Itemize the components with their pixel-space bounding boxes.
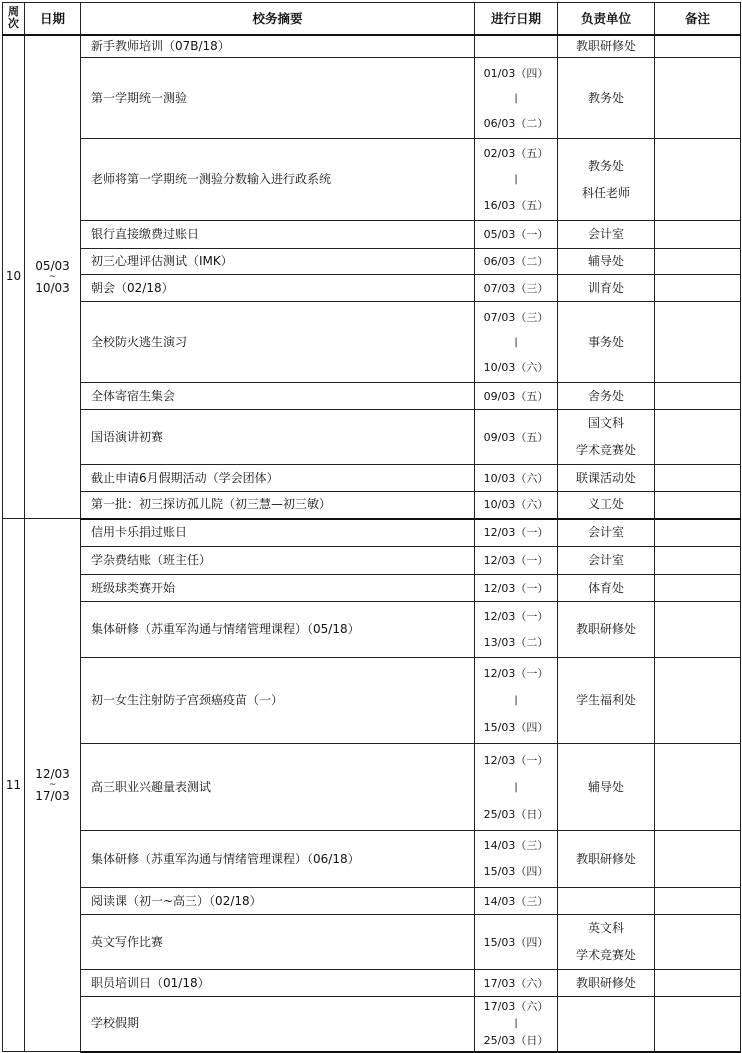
item-summary: 初一女生注射防子宫颈癌疫苗（一） — [81, 658, 475, 744]
item-note — [655, 915, 741, 970]
table-row — [3, 602, 741, 658]
run-date-line: 12/03（一） — [483, 753, 549, 767]
dept-line: 舍务处 — [587, 388, 624, 403]
item-run-date — [475, 744, 558, 831]
date-range-part: 10/03 — [35, 280, 70, 295]
item-note — [655, 492, 741, 519]
run-date-line: 14/03（三） — [483, 839, 549, 852]
item-summary: 国语演讲初赛 — [81, 410, 475, 465]
item-dept — [558, 383, 655, 410]
table-row — [3, 575, 741, 602]
item-note — [655, 970, 741, 997]
header-week: 周次 — [3, 3, 25, 35]
run-date-line: 01/03（四） — [483, 66, 549, 80]
item-dept — [558, 915, 655, 970]
item-note — [655, 302, 741, 383]
table-row — [3, 744, 741, 831]
table-row — [3, 383, 741, 410]
item-note — [655, 275, 741, 302]
week-number: 10 — [3, 35, 25, 519]
item-run-date — [475, 465, 558, 492]
item-note — [655, 35, 741, 58]
dept-line: 学术竞赛处 — [575, 443, 636, 457]
item-dept — [558, 275, 655, 302]
date-range-part: 12/03 — [35, 767, 70, 781]
run-date-line: 15/03（四） — [483, 721, 549, 734]
run-date-line: 17/03（六） — [483, 1000, 549, 1014]
item-run-date — [475, 275, 558, 302]
table-row — [3, 915, 741, 970]
dept-line: 教职研修处 — [575, 622, 636, 636]
dept-line: 训育处 — [587, 280, 624, 295]
week-number: 11 — [3, 519, 25, 1052]
run-date-line: 10/03（六） — [483, 360, 549, 374]
date-range-part: 17/03 — [35, 789, 70, 803]
header-note: 备注 — [655, 3, 741, 35]
run-date-line: | — [514, 92, 518, 104]
dept-line: 教职研修处 — [575, 38, 636, 53]
table-row — [3, 275, 741, 302]
item-note — [655, 744, 741, 831]
table-row — [3, 547, 741, 575]
item-note — [655, 997, 741, 1052]
item-dept — [558, 410, 655, 465]
item-dept — [558, 35, 655, 58]
item-note — [655, 139, 741, 221]
item-summary: 银行直接缴费过账日 — [81, 221, 475, 249]
dept-line: 辅导处 — [587, 779, 624, 794]
run-date-line: 25/03（日） — [483, 1034, 549, 1048]
item-dept — [558, 249, 655, 275]
item-dept — [558, 997, 655, 1052]
item-run-date — [475, 58, 558, 139]
item-dept — [558, 575, 655, 602]
header-run-date: 进行日期 — [475, 3, 558, 35]
run-date-line: | — [514, 1018, 518, 1030]
dept-line: 体育处 — [587, 580, 624, 595]
item-summary: 老师将第一学期统一测验分数输入进行政系统 — [81, 139, 475, 221]
run-date-line: 12/03（一） — [483, 667, 549, 680]
table-row — [3, 970, 741, 997]
header-row — [3, 3, 741, 35]
item-summary: 全校防火逃生演习 — [81, 302, 475, 383]
item-dept — [558, 970, 655, 997]
run-date-line: 12/03（一） — [483, 609, 549, 623]
run-date-line: 17/03（六） — [483, 976, 549, 990]
item-dept — [558, 492, 655, 519]
item-dept — [558, 602, 655, 658]
item-dept — [558, 58, 655, 139]
table-row — [3, 888, 741, 915]
item-dept — [558, 519, 655, 547]
dept-line: 学生福利处 — [575, 693, 636, 707]
table-row — [3, 302, 741, 383]
table-row — [3, 492, 741, 519]
run-date-line: 12/03（一） — [483, 554, 549, 567]
item-note — [655, 383, 741, 410]
header-date: 日期 — [25, 3, 81, 35]
item-run-date — [475, 547, 558, 575]
dept-line: 会计室 — [587, 227, 624, 241]
item-run-date — [475, 410, 558, 465]
item-run-date — [475, 575, 558, 602]
item-run-date — [475, 915, 558, 970]
item-run-date — [475, 888, 558, 915]
item-note — [655, 831, 741, 888]
table-row — [3, 658, 741, 744]
item-note — [655, 547, 741, 575]
item-run-date — [475, 602, 558, 658]
item-dept — [558, 302, 655, 383]
item-note — [655, 658, 741, 744]
run-date-line: 12/03（一） — [483, 581, 549, 595]
run-date-line: 07/03（三） — [483, 281, 549, 295]
dept-line: 学术竞赛处 — [575, 948, 636, 962]
table-row — [3, 519, 741, 547]
item-dept — [558, 744, 655, 831]
item-note — [655, 58, 741, 139]
item-run-date — [475, 831, 558, 888]
item-summary: 第一学期统一测验 — [81, 58, 475, 139]
table-row — [3, 831, 741, 888]
item-summary: 高三职业兴趣量表测试 — [81, 744, 475, 831]
item-summary: 阅读课（初一~高三）（02/18） — [81, 888, 475, 915]
item-run-date — [475, 35, 558, 58]
dept-line: 事务处 — [587, 334, 624, 349]
item-summary: 截止申请6月假期活动（学会团体） — [81, 465, 475, 492]
date-range-part: 05/03 — [35, 258, 70, 273]
date-range-part: ~ — [48, 271, 57, 282]
item-summary: 集体研修（苏重军沟通与情绪管理课程）（06/18） — [81, 831, 475, 888]
item-dept — [558, 547, 655, 575]
run-date-line: | — [514, 336, 518, 348]
item-summary: 职员培训日（01/18） — [81, 970, 475, 997]
dept-line: 英文科 — [587, 921, 624, 935]
item-run-date — [475, 519, 558, 547]
header-summary: 校务摘要 — [81, 3, 475, 35]
item-summary: 信用卡乐捐过账日 — [81, 519, 475, 547]
item-run-date — [475, 492, 558, 519]
item-note — [655, 410, 741, 465]
table-row — [3, 35, 741, 58]
item-dept — [558, 831, 655, 888]
item-note — [655, 519, 741, 547]
item-summary: 英文写作比赛 — [81, 915, 475, 970]
item-run-date — [475, 383, 558, 410]
dept-line: 会计室 — [587, 553, 624, 567]
dept-line: 教务处 — [587, 90, 624, 105]
week-date-range — [25, 35, 81, 519]
item-summary: 初三心理评估测试（IMK） — [81, 249, 475, 275]
table-row — [3, 221, 741, 249]
dept-line: 教务处 — [587, 158, 624, 173]
run-date-line: 05/03（一） — [483, 228, 549, 241]
run-date-line: | — [514, 695, 518, 706]
dept-line: 国文科 — [587, 416, 624, 430]
week-date-range — [25, 519, 81, 1052]
date-range-part: ~ — [48, 780, 57, 790]
run-date-line: 09/03（五） — [483, 430, 549, 444]
item-dept — [558, 221, 655, 249]
table-row — [3, 997, 741, 1052]
item-summary: 第一批：初三探访孤儿院（初三慧—初三敏） — [81, 492, 475, 519]
item-summary: 学杂费结账（班主任） — [81, 547, 475, 575]
item-run-date — [475, 970, 558, 997]
item-run-date — [475, 249, 558, 275]
item-note — [655, 575, 741, 602]
item-note — [655, 602, 741, 658]
run-date-line: | — [514, 781, 518, 793]
run-date-line: 09/03（五） — [483, 389, 549, 403]
table-row — [3, 410, 741, 465]
item-note — [655, 465, 741, 492]
header-dept: 负责单位 — [558, 3, 655, 35]
dept-line: 联课活动处 — [575, 470, 636, 485]
dept-line: 会计室 — [587, 525, 624, 540]
item-summary: 新手教师培训（07B/18） — [81, 35, 475, 58]
run-date-line: 16/03（五） — [483, 198, 549, 212]
table-row — [3, 249, 741, 275]
school-schedule-table — [2, 2, 741, 1053]
table-row — [3, 465, 741, 492]
run-date-line: 13/03（二） — [483, 635, 549, 649]
item-summary: 全体寄宿生集会 — [81, 383, 475, 410]
item-dept — [558, 465, 655, 492]
run-date-line: | — [514, 173, 518, 185]
item-dept — [558, 888, 655, 915]
run-date-line: 15/03（四） — [483, 935, 549, 949]
run-date-line: 25/03（日） — [483, 807, 549, 821]
item-run-date — [475, 658, 558, 744]
item-run-date — [475, 302, 558, 383]
item-note — [655, 249, 741, 275]
run-date-line: 10/03（六） — [483, 498, 549, 512]
schedule-body — [3, 35, 741, 1052]
item-dept — [558, 658, 655, 744]
item-run-date — [475, 997, 558, 1052]
dept-line: 教职研修处 — [575, 851, 636, 866]
item-summary: 朝会（02/18） — [81, 275, 475, 302]
run-date-line: 10/03（六） — [483, 471, 549, 485]
run-date-line: 06/03（二） — [483, 255, 549, 268]
table-row — [3, 58, 741, 139]
item-summary: 学校假期 — [81, 997, 475, 1052]
item-summary: 班级球类赛开始 — [81, 575, 475, 602]
item-run-date — [475, 139, 558, 221]
run-date-line: 15/03（四） — [483, 865, 549, 878]
run-date-line: 12/03（一） — [483, 526, 549, 540]
run-date-line: 14/03（三） — [483, 894, 549, 908]
item-run-date — [475, 221, 558, 249]
table-row — [3, 139, 741, 221]
item-note — [655, 888, 741, 915]
run-date-line: 02/03（五） — [483, 146, 549, 160]
item-dept — [558, 139, 655, 221]
run-date-line: 07/03（三） — [483, 310, 549, 324]
dept-line: 教职研修处 — [575, 975, 636, 990]
dept-line: 义工处 — [587, 497, 624, 512]
item-note — [655, 221, 741, 249]
dept-line: 辅导处 — [587, 254, 624, 268]
item-summary: 集体研修（苏重军沟通与情绪管理课程）（05/18） — [81, 602, 475, 658]
run-date-line: 06/03（二） — [483, 116, 549, 130]
dept-line: 科任老师 — [581, 185, 630, 200]
